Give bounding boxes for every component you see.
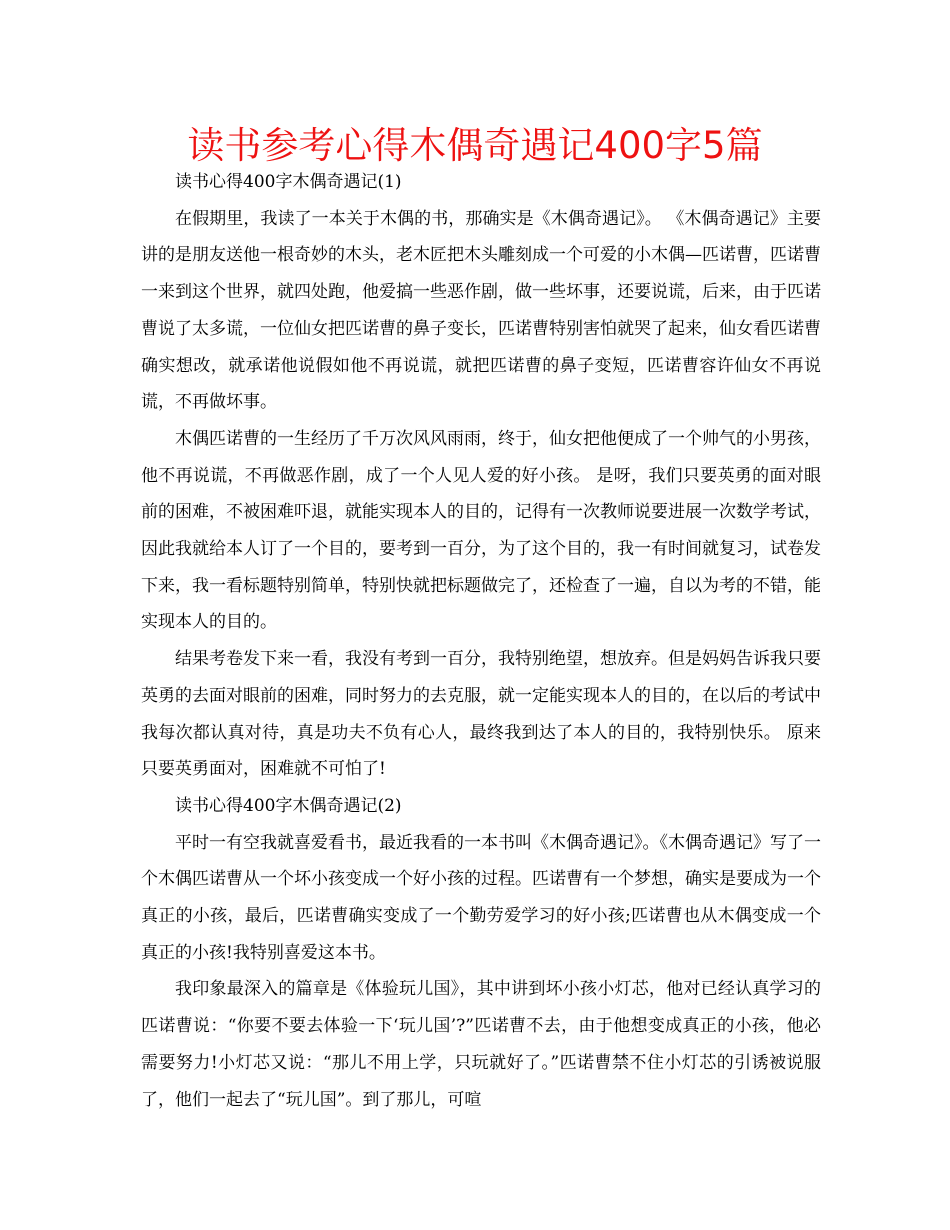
- section-heading-2: 读书心得400字木偶奇遇记(2): [175, 795, 402, 816]
- document-title: 读书参考心得木偶奇遇记400字5篇: [187, 124, 763, 167]
- paragraph: 结果考卷发下来一看，我没有考到一百分，我特别绝望，想放弃。但是妈妈告诉我只要英勇的去面对眼前的困难，同时努力的去克服，就一定能实现本人的目的，在以后的考试中我每次都认真对待，真是功夫不负有心人，最终我到达了本人的目的，我特别快乐。 原来只要英勇面对，困难就不可怕了!: [141, 649, 821, 780]
- section-heading-1: 读书心得400字木偶奇遇记(1): [175, 172, 402, 192]
- paragraph: 平时一有空我就喜爱看书，最近我看的一本书叫《木偶奇遇记》。《木偶奇遇记》写了一个木偶匹诺曹从一个坏小孩变成一个好小孩的过程。匹诺曹有一个梦想，确实是要成为一个真正的小孩，最后，匹诺曹确实变成了一个勤劳爱学习的好小孩;匹诺曹也从木偶变成一个真正的小孩!我特别喜爱这本书。: [141, 832, 821, 963]
- paragraph: 我印象最深入的篇章是《体验玩儿国》，其中讲到坏小孩小灯芯，他对已经认真学习的匹诺曹说：“你要不要去体验一下‘玩儿国’?”匹诺曹不去，由于他想变成真正的小孩，他必需要努力!小灯芯又说：“那儿不用上学，只玩就好了。”匹诺曹禁不住小灯芯的引诱被说服了，他们一起去了“玩儿国”。到了那儿，可喧: [141, 979, 821, 1110]
- paragraph: 在假期里，我读了一本关于木偶的书，那确实是《木偶奇遇记》。 《木偶奇遇记》主要讲的是朋友送他一根奇妙的木头，老木匠把木头雕刻成一个可爱的小木偶—匹诺曹，匹诺曹一来到这个世界，就四处跑，他爱搞一些恶作剧，做一些坏事，还要说谎，后来，由于匹诺曹说了太多谎，一位仙女把匹诺曹的鼻子变长，匹诺曹特别害怕就哭了起来，仙女看匹诺曹确实想改，就承诺他说假如他不再说谎，就把匹诺曹的鼻子变短，匹诺曹容许仙女不再说谎，不再做坏事。: [141, 208, 821, 413]
- document-body: [141, 164, 821, 1118]
- paragraph: 木偶匹诺曹的一生经历了千万次风风雨雨，终于，仙女把他便成了一个帅气的小男孩，他不再说谎，不再做恶作剧，成了一个人见人爱的好小孩。 是呀，我们只要英勇的面对眼前的困难，不被困难吓退，就能实现本人的目的，记得有一次教师说要进展一次数学考试，因此我就给本人订了一个目的，要考到一百分，为了这个目的，我一有时间就复习，试卷发下来，我一看标题特别简单，特别快就把标题做完了，还检查了一遍，自以为考的不错，能实现本人的目的。: [141, 428, 821, 633]
